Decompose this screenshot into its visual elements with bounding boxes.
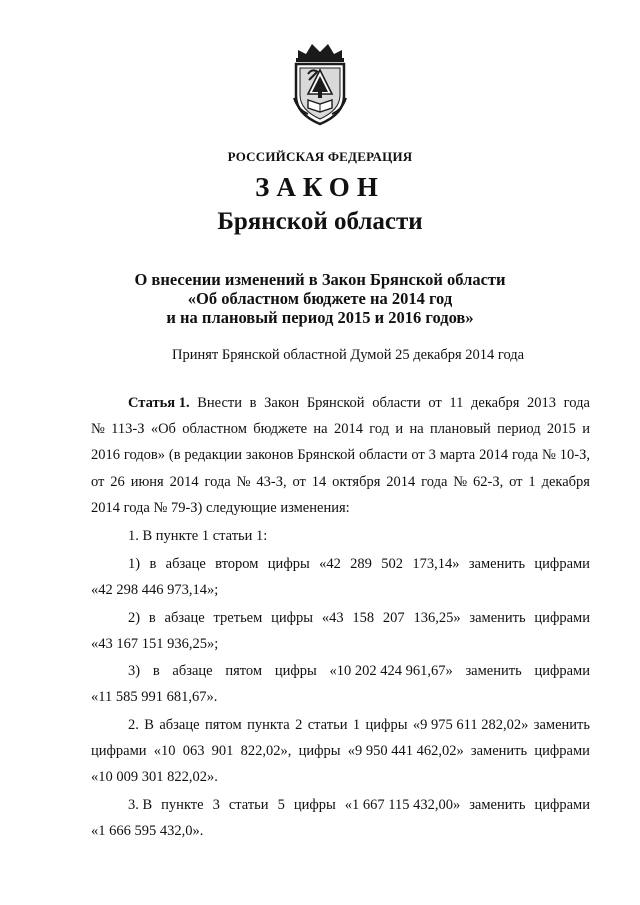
word: абзаце [159, 717, 200, 733]
word: области [358, 447, 408, 463]
word: заменить [469, 797, 526, 813]
word: года [204, 474, 231, 490]
word: 136,25» [413, 610, 461, 626]
word: 1 [352, 717, 361, 733]
word: 289 [350, 556, 372, 572]
article-1-line [91, 420, 590, 438]
word: цифры [267, 556, 310, 572]
word: В [144, 717, 154, 733]
word: Брянской [297, 447, 356, 463]
word: «42 [319, 556, 341, 572]
bryansk-coat-of-arms-emblem [284, 40, 356, 126]
word: 2014 [479, 447, 509, 463]
word: 3. В [128, 797, 153, 813]
item-1-2-continuation: «43 167 151 936,25»; [91, 636, 219, 652]
word: цифры [274, 663, 317, 679]
word: годов» [123, 447, 166, 463]
word: статьи [228, 797, 269, 813]
word: плановый [430, 421, 491, 437]
word: 822,02», [240, 743, 292, 759]
document-type: ЗАКОН [255, 172, 385, 202]
word: октября [332, 474, 381, 490]
word: области [372, 395, 421, 411]
word: 5 [277, 797, 285, 813]
word: период [497, 421, 541, 437]
word: 11 [449, 395, 464, 411]
word: абзаце [165, 556, 206, 572]
word: 502 [381, 556, 403, 572]
word: в [152, 663, 160, 679]
word: цифрами [534, 797, 590, 813]
word: цифры [271, 610, 314, 626]
word: «Об [150, 421, 176, 437]
word: «43 [321, 610, 344, 626]
word: 1) [128, 556, 141, 572]
word: заменить [465, 663, 522, 679]
word: июня [130, 474, 164, 490]
adoption-note: Принят Брянской областной Думой 25 декабря 2014 года [172, 347, 525, 363]
word: цифры [365, 717, 408, 733]
word: втором [215, 556, 259, 572]
word: законов [245, 447, 294, 463]
word: в [249, 395, 257, 411]
word: 2) [128, 610, 141, 626]
item-1-2 [128, 609, 590, 627]
word: пункте [161, 797, 204, 813]
word: от [509, 474, 523, 490]
word: 207 [382, 610, 405, 626]
item-1-1-continuation: «42 298 446 973,14»; [91, 582, 219, 598]
word: пятом [225, 663, 263, 679]
word: цифрами [534, 556, 590, 572]
law-title-line: и на плановый период 2015 и 2016 годов» [166, 308, 474, 327]
law-title-line: О внесении изменений в Закон Брянской области [134, 270, 506, 289]
item-1-3-continuation: «11 585 991 681,67». [91, 689, 218, 705]
word: 2 [295, 717, 303, 733]
word: Внести [197, 395, 242, 411]
word: заменить [469, 610, 526, 626]
word: областном [182, 421, 247, 437]
item-2-continuation: «10 009 301 822,02». [91, 769, 218, 785]
word: № [542, 447, 556, 463]
word: статьи [307, 717, 348, 733]
word: 1 [528, 474, 536, 490]
article-1-line: 2014 года № 79-З) следующие изменения: [91, 500, 350, 516]
word: 901 [211, 743, 234, 759]
country-name: РОССИЙСКАЯ ФЕДЕРАЦИЯ [227, 149, 413, 164]
word: 2016 [91, 447, 120, 463]
word: «10 202 424 961,67» [329, 663, 453, 679]
item-1-3 [128, 662, 590, 680]
word: от [411, 447, 425, 463]
word: № [453, 474, 468, 490]
word: Закон [264, 395, 300, 411]
word: цифрами [534, 743, 590, 759]
word: от [428, 395, 442, 411]
word: на [313, 421, 328, 437]
word: и [395, 421, 404, 437]
word: третьем [213, 610, 263, 626]
word: 10-З, [559, 447, 590, 463]
word: 43-З, [256, 474, 287, 490]
word: 3 [428, 447, 436, 463]
item-1: 1. В пункте 1 статьи 1: [128, 528, 268, 544]
item-3 [128, 796, 590, 814]
word: 113-З [111, 421, 145, 437]
region-name: Брянской области [217, 208, 423, 235]
item-2 [128, 716, 590, 734]
word: от [91, 474, 105, 490]
word: 2014 [333, 421, 363, 437]
word: 2014 [169, 474, 199, 490]
word: 14 [311, 474, 327, 490]
word: абзаце [172, 663, 213, 679]
law-title-line: «Об областном бюджете на 2014 год [187, 289, 453, 308]
word: Брянской [306, 395, 365, 411]
word: цифрами [534, 663, 590, 679]
word: в [148, 610, 156, 626]
word: «10 [153, 743, 176, 759]
word: пункта [247, 717, 290, 733]
word: в [149, 556, 157, 572]
word: и [582, 421, 590, 437]
word: «1 667 115 432,00» [344, 797, 461, 813]
word: 2014 [386, 474, 416, 490]
word: «9 975 611 282,02» [412, 717, 529, 733]
word: цифрами [534, 610, 590, 626]
word: цифры [293, 797, 336, 813]
word: № [236, 474, 251, 490]
word: год [369, 421, 390, 437]
article-1-line [91, 446, 590, 464]
word: года [511, 447, 539, 463]
word: марта [439, 447, 476, 463]
word: «9 950 441 462,02» [347, 743, 464, 759]
word: 158 [352, 610, 375, 626]
word: года [563, 395, 590, 411]
item-2-line [91, 742, 590, 760]
word: декабря [471, 395, 520, 411]
word: (в [168, 447, 181, 463]
word: пятом [204, 717, 242, 733]
item-3-continuation: «1 666 595 432,0». [91, 823, 204, 839]
word: цифры [298, 743, 341, 759]
word: 063 [182, 743, 205, 759]
word: от [292, 474, 306, 490]
word: бюджете [253, 421, 308, 437]
word: года [421, 474, 448, 490]
word: декабря [541, 474, 590, 490]
word: на [409, 421, 424, 437]
law-title [0, 270, 640, 327]
word: 2. [128, 717, 139, 733]
word: 173,14» [412, 556, 460, 572]
article-1-line [91, 473, 590, 491]
word: абзаце [164, 610, 205, 626]
word: 2013 [527, 395, 557, 411]
word: 2015 [546, 421, 576, 437]
article-heading: Статья 1. [128, 395, 190, 411]
article-1-line [128, 394, 590, 412]
word: 3) [128, 663, 141, 679]
word: заменить [468, 556, 526, 572]
word: редакции [184, 447, 243, 463]
word: 62-З, [473, 474, 504, 490]
word: 3 [212, 797, 220, 813]
word: 26 [110, 474, 125, 490]
item-1-1 [128, 555, 590, 573]
word: заменить [533, 717, 590, 733]
word: № [91, 421, 105, 437]
word: заменить [470, 743, 528, 759]
word: цифрами [91, 743, 147, 759]
